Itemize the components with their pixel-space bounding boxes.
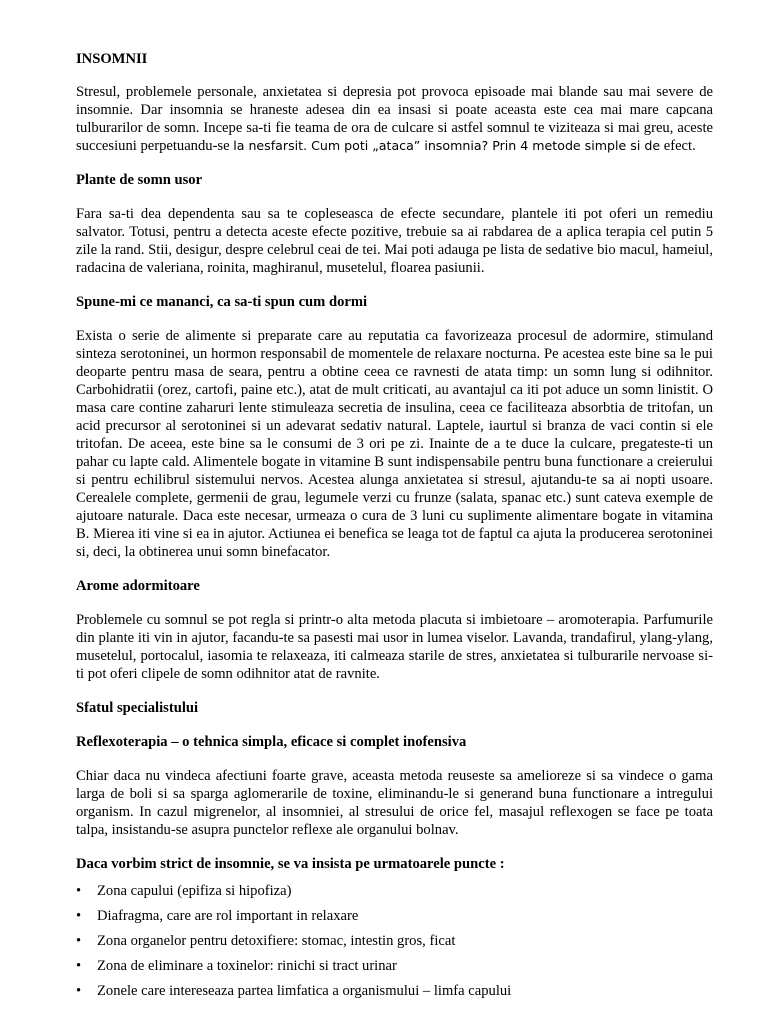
list-item (76, 882, 713, 900)
bullet-icon: • (76, 908, 82, 924)
points-list (76, 882, 713, 1000)
bullet-icon: • (76, 983, 82, 999)
section-text-plante: Fara sa-ti dea dependenta sau sa te copleseasca de efecte secundare, plantele iti pot oferi un remediu salvator. Totusi, pentru a detecta aceste efecte pozitive, trebuie sa ai rabdarea de a aplica terapia cel putin 5 zile la rand. Stii, desigur, despre celebrul ceai de tei. Mai poti adauga pe lista de sedative bio macul, hameiul, radacina de valeriana, roinita, maghiranul, musetelul, floarea pasiunii. (76, 206, 713, 276)
list-item-text: Zona capului (epifiza si hipofiza) (97, 883, 292, 899)
bullet-icon: • (76, 933, 82, 949)
intro-text-end: efect. (660, 138, 696, 154)
list-item-text: Zona organelor pentru detoxifiere: stomac, intestin gros, ficat (97, 933, 456, 949)
list-item (76, 907, 713, 925)
list-item (76, 982, 713, 1000)
bullet-icon: • (76, 958, 82, 974)
section-heading-arome: Arome adormitoare (76, 578, 200, 594)
section-heading-plante: Plante de somn usor (76, 172, 203, 188)
list-item (76, 957, 713, 975)
document-title: INSOMNII (76, 51, 148, 67)
section-text-reflexoterapia: Chiar daca nu vindeca afectiuni foarte grave, aceasta metoda reuseste sa amelioreze si sa vindece o gama larga de boli si sa sparga aglomerarile de toxine, eliminandu-le si generand buna functionare a intregului organism. In cazul migrenelor, al insomniei, al stresului de orice fel, masajul reflexogen se face pe toata talpa, insistandu-se asupra punctelor reflexe ale organului bolnav. (76, 768, 713, 838)
intro-paragraph (76, 83, 713, 155)
list-item-text: Zonele care intereseaza partea limfatica a organismului – limfa capului (97, 983, 512, 999)
section-heading-specialist: Sfatul specialistului (76, 700, 199, 716)
intro-text-sans: la nesfarsit. Cum poti „ataca” insomnia? Prin 4 metode simple si de (233, 138, 661, 153)
bullet-icon: • (76, 883, 82, 899)
intro-text: Stresul, problemele personale, anxietatea si depresia pot provoca episoade mai blande sau mai severe de insomnie. Dar insomnia se hraneste adesea din ea insasi si poate aceasta este cea mai mare capcana tulburarilor de somn. Incepe sa-ti fie teama de ora de culcare si astfel somnul te viziteaza si mai greu, aceste succesiuni perpetuandu-se (76, 84, 713, 154)
list-item-text: Zona de eliminare a toxinelor: rinichi si tract urinar (97, 958, 397, 974)
section-text-arome: Problemele cu somnul se pot regla si printr-o alta metoda placuta si imbietoare – aromoterapia. Parfumurile din plante iti vin in ajutor, facandu-te sa pasesti mai usor in lumea viselor. Lavanda, trandafirul, ylang-ylang, musetelul, portocalul, iasomia te relaxeaza, iti calmeaza starile de stres, anxietatea si tulburarile nervoase si-ti pot oferi clipele de somn odihnitor atat de ravnite. (76, 612, 713, 682)
section-text-alimente: Exista o serie de alimente si preparate care au reputatia ca favorizeaza procesul de adormire, stimuland sinteza serotoninei, un hormon responsabil de momentele de relaxare nocturna. Pe acestea este bine sa le pui deoparte pentru masa de seara, pentru a obtine ceea ce ravnesti de atata timp: un somn lung si odihnitor. Carbohidratii (orez, cartofi, paine etc.), atat de mult criticati, au avantajul ca iti pot aduce un somn linistit. O masa care contine zaharuri lente stimuleaza secretia de insulina, ceea ce faciliteaza absorbtia de tritofan, un acid precursor al serotoninei si un adevarat sedativ natural. Laptele, iaurtul si branza de vaci contin si ele tritofan. De aceea, este bine sa le consumi de 3 ori pe zi. Inainte de a te duce la culcare, pregateste-ti un pahar cu lapte cald. Alimentele bogate in vitamine B sunt indispensabile pentru buna functionare a creierului si pentru echilibrul sistemului nervos. Acestea alunga anxietatea si stresul, ajutandu-te sa ai nopti usoare. Cerealele complete, germenii de grau, legumele verzi cu frunze (salata, spanac etc.) sunt cateva exemple de ajutoare naturale. Daca este necesar, urmeaza o cura de 3 luni cu suplimente alimentare bogate in vitamina B. Mierea iti vine si ea in ajutor. Actiunea ei benefica se leaga tot de faptul ca ajuta la producerea serotoninei si, deci, la obtinerea unui somn binefacator. (76, 328, 713, 560)
list-heading: Daca vorbim strict de insomnie, se va insista pe urmatoarele puncte : (76, 856, 505, 872)
section-subheading-reflexoterapia: Reflexoterapia – o tehnica simpla, eficace si complet inofensiva (76, 734, 467, 750)
list-item-text: Diafragma, care are rol important in relaxare (97, 908, 359, 924)
list-item (76, 932, 713, 950)
section-heading-alimente: Spune-mi ce mananci, ca sa-ti spun cum dormi (76, 294, 368, 310)
